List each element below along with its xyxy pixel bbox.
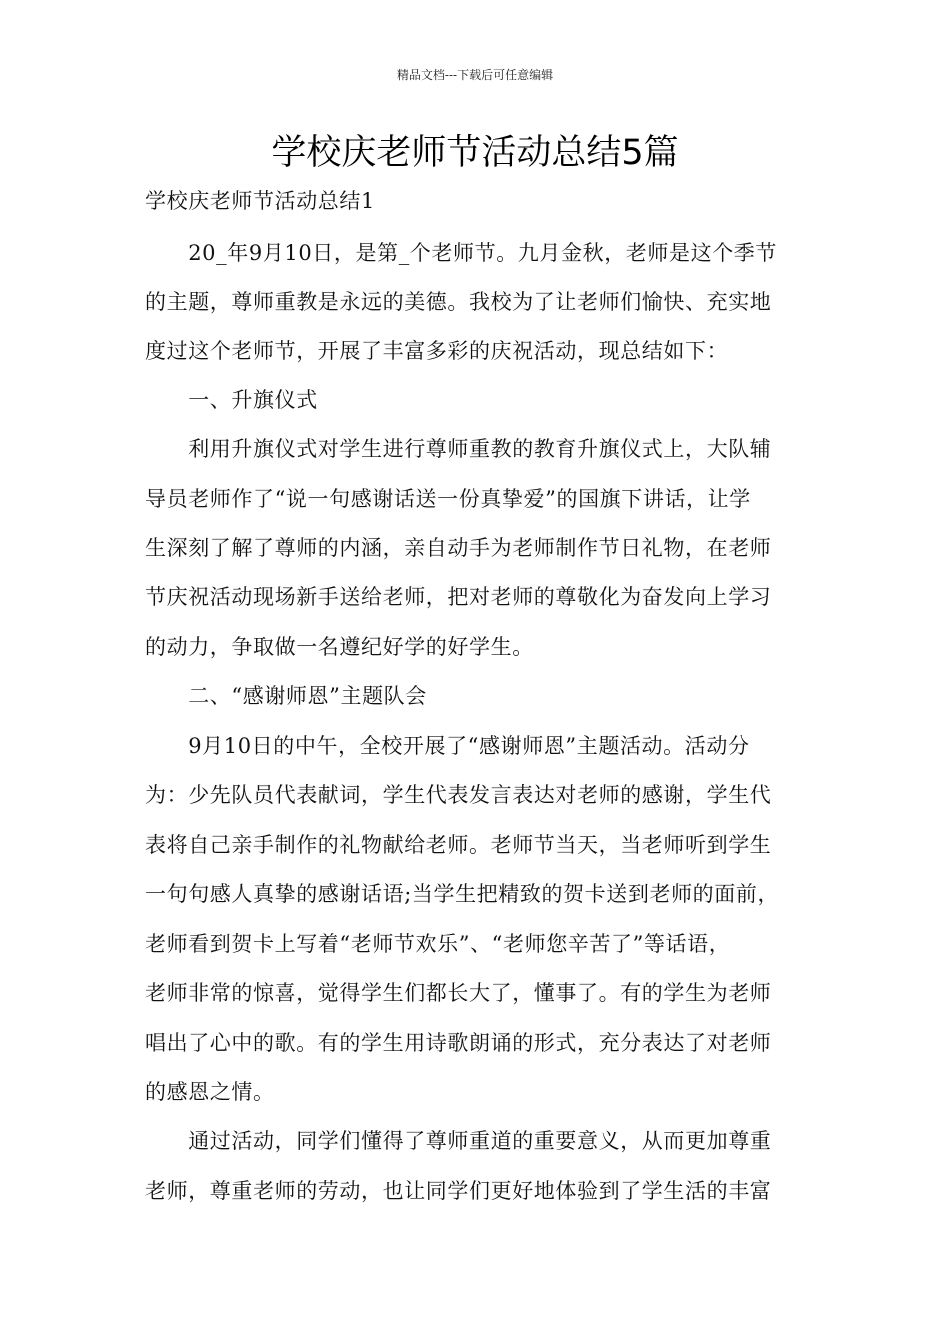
body-line: 导员老师作了“说一句感谢话送一份真挚爱”的国旗下讲话，让学 (145, 487, 751, 511)
body-line: 唱出了心中的歌。有的学生用诗歌朗诵的形式，充分表达了对老师 (145, 1031, 772, 1055)
document-title: 学校庆老师节活动总结5篇 (271, 133, 679, 173)
section-heading: 一、升旗仪式 (145, 388, 318, 412)
body-line: 的动力，争取做一名遵纪好学的好学生。 (145, 635, 534, 659)
body-line: 表将自己亲手制作的礼物献给老师。老师节当天，当老师听到学生 (145, 833, 772, 857)
body-line: 为：少先队员代表献词，学生代表发言表达对老师的感谢，学生代 (145, 783, 772, 807)
body-line: 节庆祝活动现场新手送给老师，把对老师的尊敬化为奋发向上学习 (145, 585, 772, 609)
body-line: 9月10日的中午，全校开展了“感谢师恩”主题活动。活动分 (145, 734, 750, 758)
body-line: 的感恩之情。 (145, 1080, 275, 1104)
body-line: 20_年9月10日，是第_个老师节。九月金秋，老师是这个季节 (145, 241, 778, 265)
body-line: 老师非常的惊喜，觉得学生们都长大了，懂事了。有的学生为老师 (145, 981, 772, 1005)
body-line: 老师，尊重老师的劳动，也让同学们更好地体验到了学生活的丰富 (145, 1179, 772, 1203)
body-line: 老师看到贺卡上写着“老师节欢乐”、“老师您辛苦了”等话语， (145, 932, 731, 956)
body-line: 利用升旗仪式对学生进行尊师重教的教育升旗仪式上，大队辅 (145, 437, 772, 461)
body-line: 生深刻了解了尊师的内涵，亲自动手为老师制作节日礼物，在老师 (145, 536, 772, 560)
section-subtitle: 学校庆老师节活动总结1 (145, 189, 375, 213)
body-line: 一句句感人真挚的感谢话语;当学生把精致的贺卡送到老师的面前， (145, 882, 780, 906)
header-note: 精品文档---下载后可任意编辑 (396, 68, 554, 82)
body-line: 通过活动，同学们懂得了尊师重道的重要意义，从而更加尊重 (145, 1129, 772, 1153)
section-heading: 二、“感谢师恩”主题队会 (145, 684, 427, 708)
body-line: 的主题，尊师重教是永远的美德。我校为了让老师们愉快、充实地 (145, 290, 772, 314)
body-line: 度过这个老师节，开展了丰富多彩的庆祝活动，现总结如下： (145, 339, 729, 363)
